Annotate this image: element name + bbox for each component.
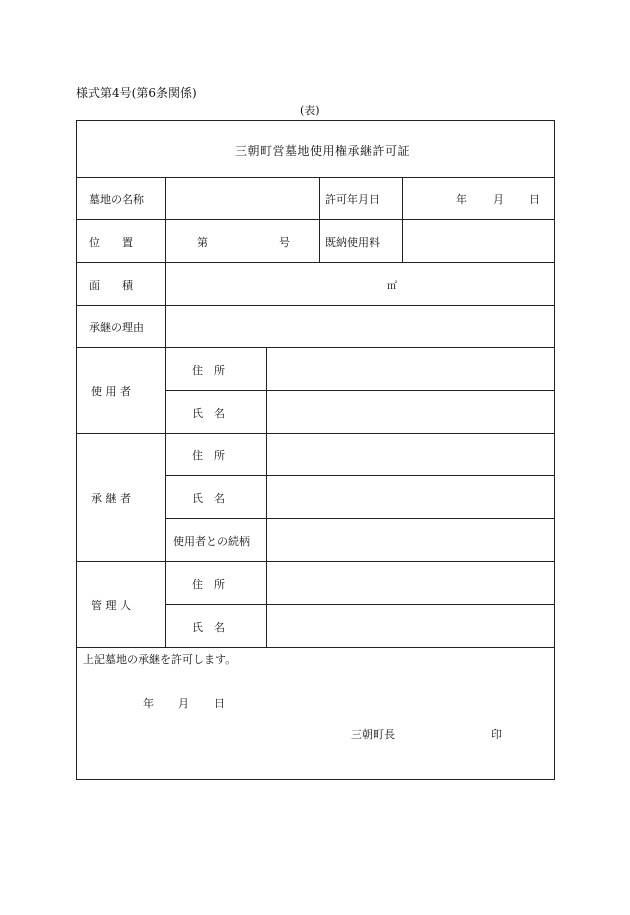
location-dai-label: 第 xyxy=(197,236,208,249)
issue-month-label: 月 xyxy=(178,697,189,710)
permit-month-label: 月 xyxy=(493,193,504,206)
permit-day-label: 日 xyxy=(529,193,540,206)
location-go-label: 号 xyxy=(279,236,290,249)
permit-date-label: 許可年月日 xyxy=(325,193,380,206)
location-label: 位 置 xyxy=(89,236,133,249)
successor-relation-label: 使用者との続柄 xyxy=(173,535,250,548)
form-title: 三朝町営墓地使用権承継許可証 xyxy=(235,144,411,158)
successor-section-label: 承 継 者 xyxy=(91,492,131,505)
reason-label: 承継の理由 xyxy=(89,321,144,334)
manager-name-label: 氏 名 xyxy=(192,621,225,634)
user-name-label: 氏 名 xyxy=(192,407,225,420)
grave-name-label: 墓地の名称 xyxy=(89,193,144,206)
manager-address-label: 住 所 xyxy=(192,578,225,591)
user-address-label: 住 所 xyxy=(192,364,225,377)
issue-day-label: 日 xyxy=(214,697,225,710)
paid-fee-label: 既納使用料 xyxy=(325,236,380,249)
permit-form xyxy=(76,120,555,780)
issue-year-label: 年 xyxy=(143,697,154,710)
successor-name-label: 氏 名 xyxy=(192,492,225,505)
manager-section-label: 管 理 人 xyxy=(91,599,131,612)
area-label: 面 積 xyxy=(89,279,133,292)
permit-year-label: 年 xyxy=(456,193,467,206)
user-section-label: 使 用 者 xyxy=(91,385,131,398)
issuer-name: 三朝町長 xyxy=(351,728,395,741)
area-unit: ㎡ xyxy=(387,281,397,292)
seal-mark: 印 xyxy=(491,728,502,741)
approval-statement: 上記墓地の承継を許可します。 xyxy=(83,653,237,666)
form-number: 様式第4号(第6条関係) xyxy=(76,86,197,100)
successor-address-label: 住 所 xyxy=(192,449,225,462)
face-label: (表) xyxy=(300,104,320,117)
